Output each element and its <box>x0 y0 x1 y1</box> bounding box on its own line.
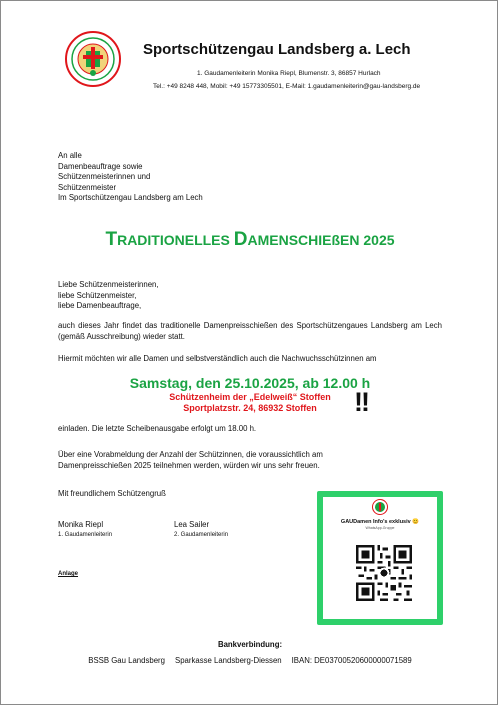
letter-title <box>1 229 499 251</box>
recipient-line: Schützenmeisterinnen und <box>58 172 151 182</box>
invite-line: einladen. Die letzte Scheibenausgabe erfolgt um 18.00 h. <box>58 424 257 433</box>
event-address: Sportplatzstr. 24, 86932 Stoffen <box>183 403 317 413</box>
recipient-block <box>58 151 203 204</box>
bank-iban: IBAN: DE03700520600000071589 <box>291 656 412 665</box>
recipient-line: Schützenmeister <box>58 182 117 192</box>
bank-heading: Bankverbindung: <box>217 640 283 649</box>
whatsapp-card-title: GAUDamen Info's exklusiv 😊 <box>340 519 420 525</box>
intro-paragraph: auch dieses Jahr findet das traditionelle Damenpreisschießen des Sportschützengaues Landsberg am Lech (gemäß Ausschreibung) wieder statt. <box>58 321 442 341</box>
title-rest: AMENSCHIEßEN 2025 <box>247 232 395 248</box>
whatsapp-card-subtitle: WhatsApp-Gruppe <box>365 526 395 530</box>
sender-contact: Tel.: +49 8248 448, Mobil: +49 15773305501, E-Mail: 1.gaudamenleiterin@gau-landsberg.de <box>153 83 421 90</box>
whatsapp-qr-card <box>317 491 443 625</box>
signature-role: 2. Gaudamenleiterin <box>174 532 229 538</box>
whatsapp-card-body <box>323 497 437 619</box>
bank-name: Sparkasse Landsberg-Diessen <box>175 656 282 665</box>
org-name: Sportschützengau Landsberg a. Lech <box>143 41 411 58</box>
bank-holder: BSSB Gau Landsberg <box>88 656 165 665</box>
title-initial: D <box>233 229 248 250</box>
greeting-block <box>58 280 159 312</box>
greeting-line: liebe Schützenmeister, <box>58 290 137 300</box>
signature-name: Monika Riepl <box>58 520 104 529</box>
title-initial: T <box>105 229 118 250</box>
greeting-line: liebe Damenbeauftrage, <box>58 301 142 311</box>
qr-code-icon[interactable] <box>356 545 412 601</box>
sender-address: 1. Gaudamenleiterin Monika Riepl, Blumenstr. 3, 86857 Hurlach <box>197 70 381 77</box>
recipient-line: Damenbeauftrage sowie <box>58 161 143 171</box>
group-avatar-icon <box>372 499 388 515</box>
signature-name: Lea Sailer <box>174 520 210 529</box>
event-venue: Schützenheim der „Edelweiß“ Stoffen <box>169 392 331 402</box>
title-rest: RADITIONELLES <box>117 232 234 248</box>
event-date: Samstag, den 25.10.2025, ab 12.00 h <box>129 375 371 391</box>
closing-greeting: Mit freundlichem Schützengruß <box>58 489 166 498</box>
bank-details <box>1 656 499 665</box>
gau-emblem-icon <box>65 31 121 87</box>
registration-paragraph: Über eine Vorabmeldung der Anzahl der Schützinnen, die voraussichtlich am Damenpreisschießen 2025 teilnehmen werden, würden wir uns sehr freuen. <box>58 450 323 470</box>
recipient-line: An alle <box>58 151 82 160</box>
recipient-line: Im Sportschützengau Landsberg am Lech <box>58 193 203 203</box>
greeting-line: Liebe Schützenmeisterinnen, <box>58 280 159 289</box>
exclamation-mark: !! <box>354 387 368 417</box>
invitation-paragraph: Hiermit möchten wir alle Damen und selbstverständlich auch die Nachwuchsschützinnen am <box>58 354 377 363</box>
signature-role: 1. Gaudamenleiterin <box>58 532 113 538</box>
attachment-label: Anlage <box>58 571 79 577</box>
